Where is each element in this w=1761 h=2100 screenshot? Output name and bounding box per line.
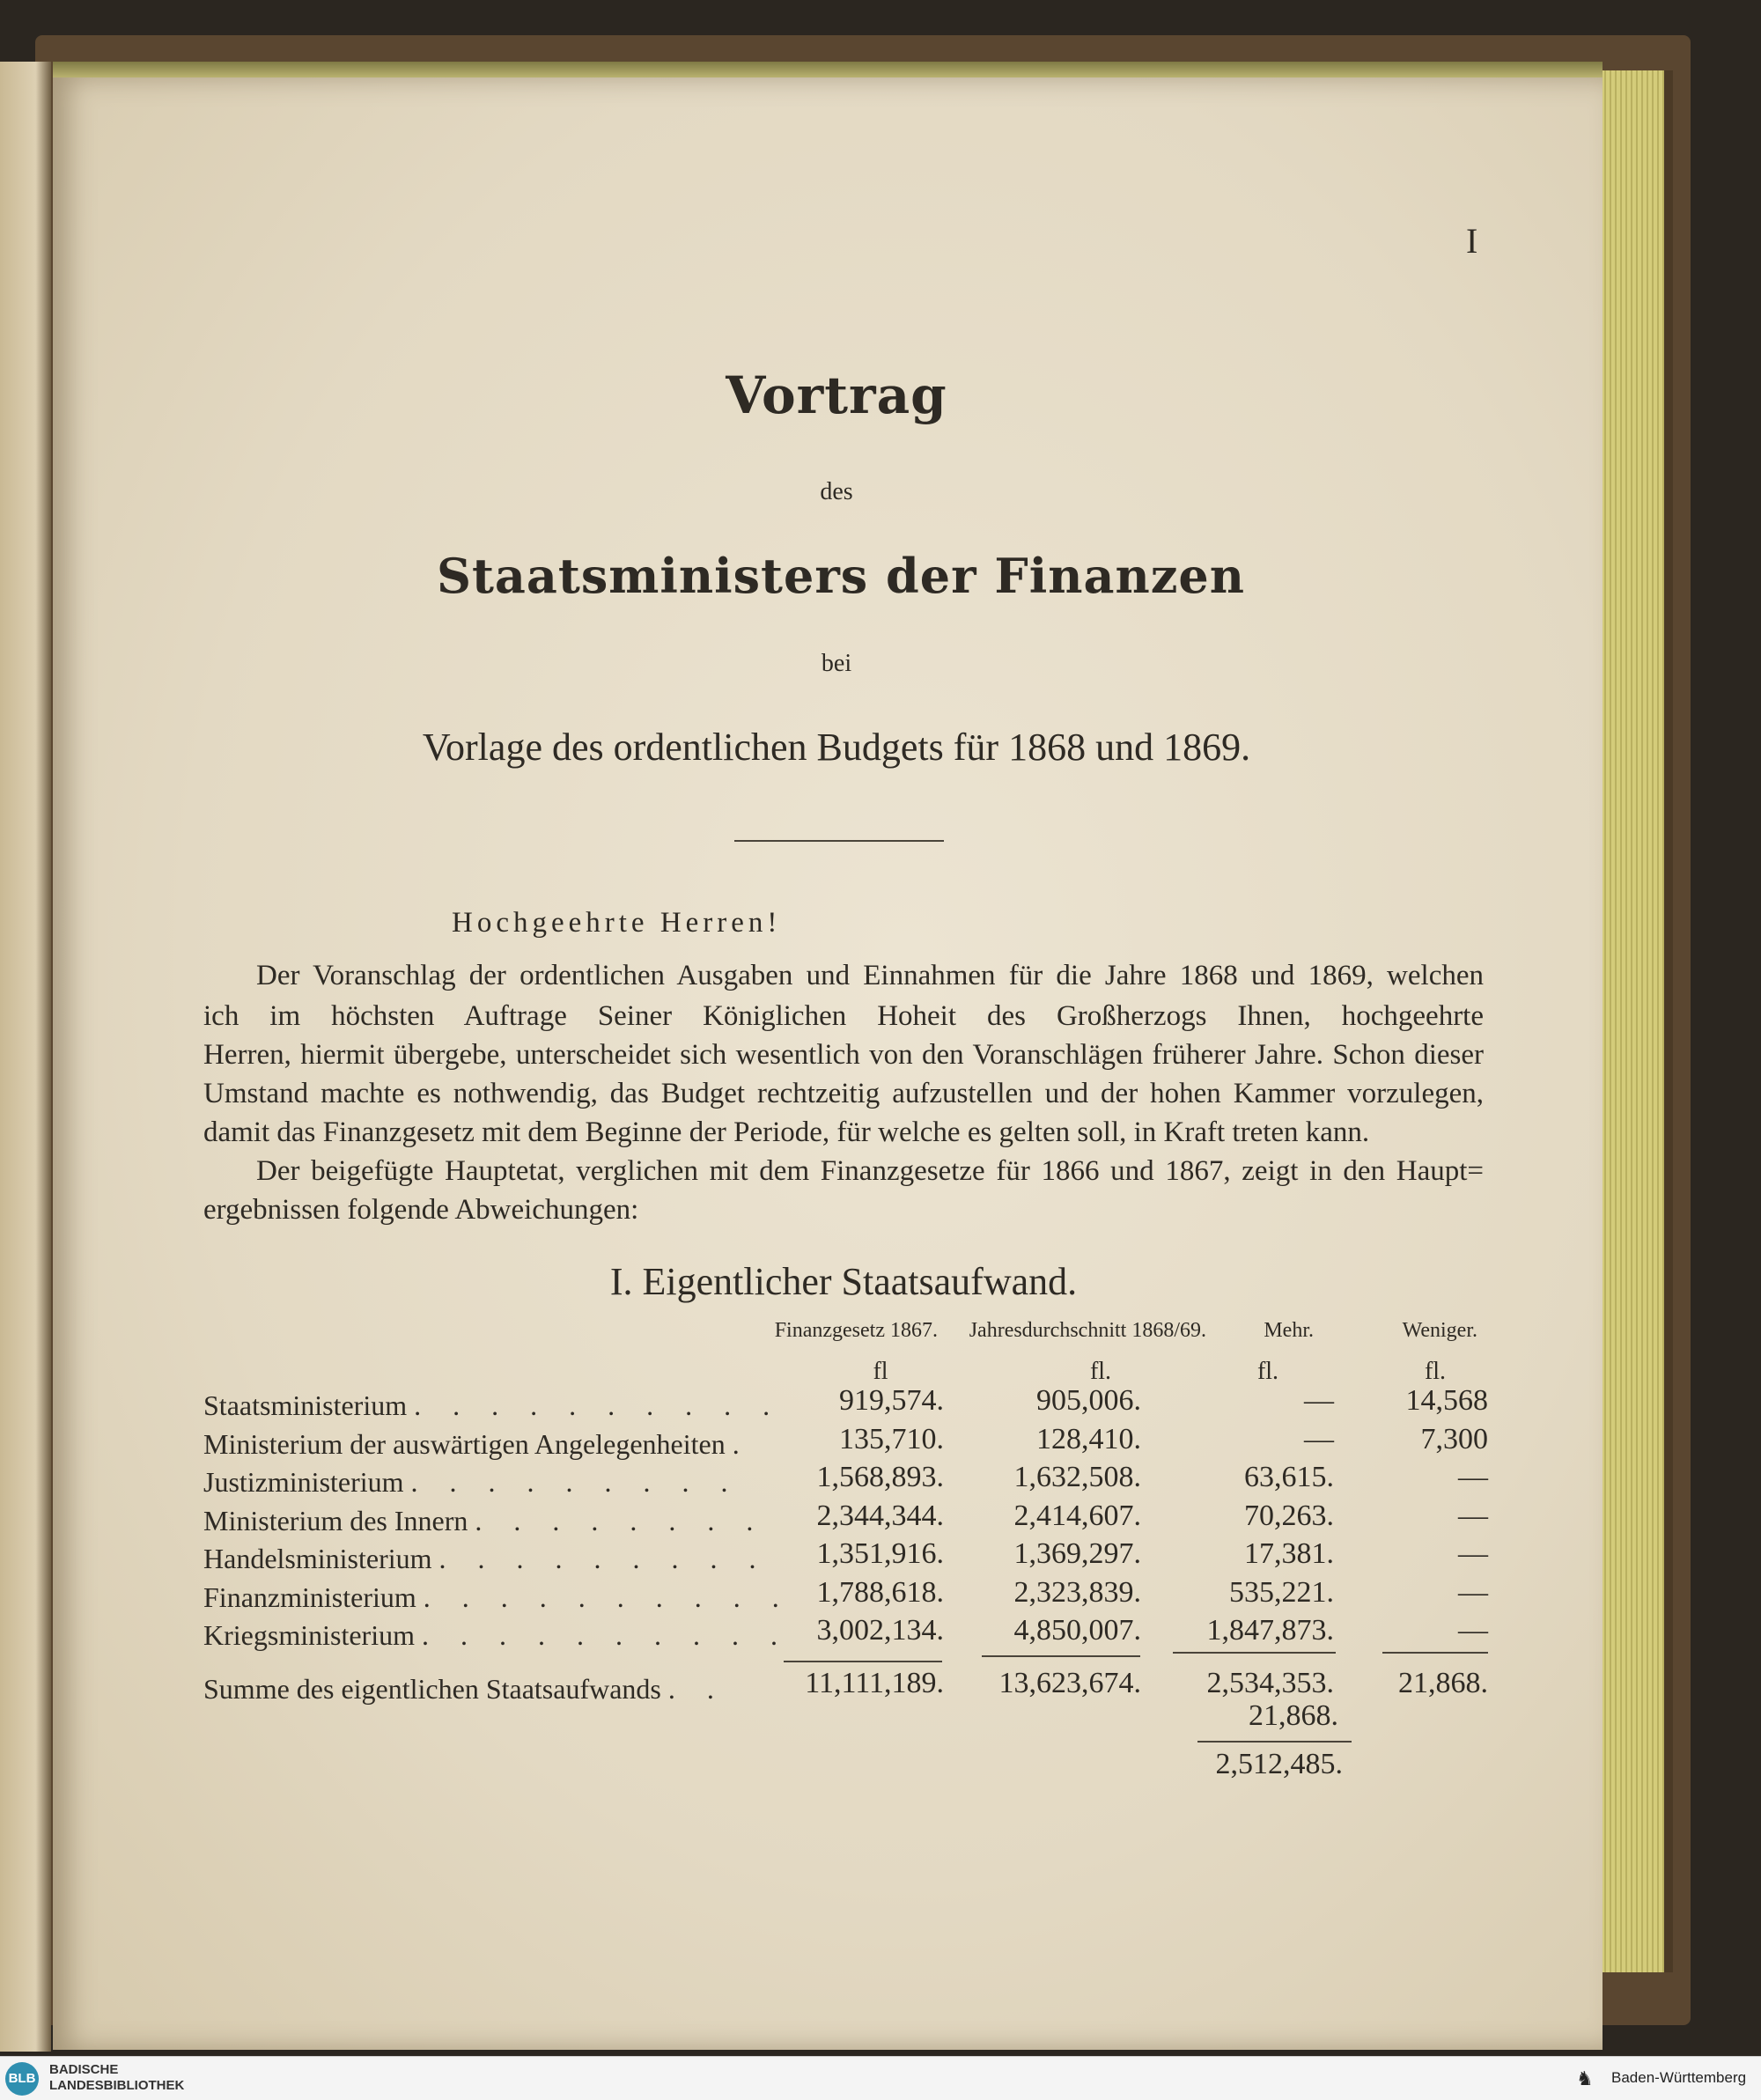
blb-logo: BLB [5,2062,39,2096]
row-value: 535,221. [1229,1575,1334,1609]
unit: fl. [1089,1358,1112,1385]
sum-value: 11,111,189. [805,1667,944,1699]
header-weniger: Weniger. [1402,1319,1477,1342]
row-value: 1,369,297. [1013,1537,1141,1570]
unit: fl. [1424,1358,1447,1385]
unit: fl [873,1358,888,1385]
row-value: — [1304,1422,1334,1455]
row-value: 70,263. [1244,1499,1334,1532]
row-value: 1,632,508. [1013,1461,1141,1493]
row-value: 2,414,607. [1013,1499,1141,1532]
header-jahresdurchschnitt: Jahresdurchschnitt 1868/69. [969,1319,1206,1342]
section-heading: I. Eigentlicher Staatsaufwand. [609,1260,1078,1303]
salutation: Hochgeehrte Herren! [452,907,782,939]
paragraph1-line: Umstand machte es nothwendig, das Budget rechtzeitig aufzustellen und der hohen Kammer vorzulegen, [203,1078,1484,1109]
row-value: — [1458,1499,1488,1532]
sum-label: Summe des eigentlichen Staatsaufwands . . [203,1673,726,1705]
title-des: des [820,478,853,505]
paragraph2-line: ergebnissen folgende Abweichungen: [203,1194,639,1226]
row-value: — [1458,1461,1488,1493]
row-label: Ministerium der auswärtigen Angelegenheiten . [203,1427,752,1460]
row-label: Ministerium des Innern . . . . . . . . [203,1504,766,1536]
paragraph1-line: Herren, hiermit übergebe, unterscheidet sich wesentlich von den Voranschlägen früherer Jahre. Schon dieser [203,1039,1484,1071]
row-value: — [1304,1384,1334,1417]
row-label: Kriegsministerium . . . . . . . . . . [203,1619,790,1651]
row-value: 135,710. [839,1422,944,1455]
subtitle: Staatsministers der Finanzen [436,548,1246,604]
net-total: 2,512,485. [1215,1748,1343,1780]
unit: fl. [1256,1358,1279,1385]
row-label: Handelsministerium . . . . . . . . . [203,1543,769,1574]
left-page-edge [0,62,51,2052]
footer-bar [0,2056,1761,2100]
title: Vortrag [726,365,947,425]
paragraph1-line: Der Voranschlag der ordentlichen Ausgaben und Einnahmen für die Jahre 1868 und 1869, welchen [256,960,1484,991]
row-value: 7,300 [1420,1422,1488,1455]
state-name: Baden-Württemberg [1611,2069,1747,2086]
paragraph1-line: ich im höchsten Auftrage Seiner Königlichen Hoheit des Großherzogs Ihnen, hochgeehrte [203,1000,1484,1032]
occasion: Vorlage des ordentlichen Budgets für 1868 und 1869. [422,726,1251,769]
page-number: I [1466,221,1478,261]
sum-value: 21,868. [1398,1667,1488,1699]
net-rule [1197,1741,1352,1743]
row-label: Justizministerium . . . . . . . . . [203,1466,741,1498]
row-value: 1,847,873. [1206,1614,1334,1647]
row-value: 1,788,618. [816,1575,944,1609]
sum-rule [1382,1652,1488,1654]
sum-value: 13,623,674. [998,1667,1141,1699]
row-value: 3,002,134. [816,1614,944,1647]
sum-rule [784,1661,942,1662]
row-label: Staatsministerium . . . . . . . . . . [203,1389,783,1421]
sum-rule [982,1655,1140,1657]
row-value: 905,006. [1036,1384,1141,1417]
row-value: 4,850,007. [1013,1614,1141,1647]
library-name-line1: BADISCHE [49,2062,119,2077]
less-weniger: 21,868. [1249,1699,1338,1732]
row-value: 14,568 [1405,1384,1488,1417]
library-name-line2: LANDESBIBLIOTHEK [49,2078,185,2093]
sum-rule [1173,1652,1336,1654]
row-value: 2,323,839. [1013,1575,1141,1609]
sum-value: 2,534,353. [1206,1667,1334,1699]
title-bei: bei [821,650,852,677]
row-value: 1,351,916. [816,1537,944,1570]
row-value: 63,615. [1244,1461,1334,1493]
title-rule [734,840,944,842]
row-value: 1,568,893. [816,1461,944,1493]
row-label: Finanzministerium . . . . . . . . . . [203,1581,792,1613]
coat-of-arms-icon: ♞ [1576,2067,1594,2089]
paragraph2-line: Der beigefügte Hauptetat, verglichen mit dem Finanzgesetze für 1866 und 1867, zeigt in den Haupt= [256,1155,1484,1187]
row-value: — [1458,1575,1488,1609]
row-value: 919,574. [839,1384,944,1417]
row-value: — [1458,1537,1488,1570]
paragraph1-line: damit das Finanzgesetz mit dem Beginne der Periode, für welche es gelten soll, in Kraft treten kann. [203,1116,1370,1148]
row-value: 128,410. [1036,1422,1141,1455]
row-value: — [1458,1614,1488,1647]
row-value: 17,381. [1244,1537,1334,1570]
header-finanzgesetz: Finanzgesetz 1867. [774,1319,938,1342]
header-mehr: Mehr. [1264,1319,1314,1342]
row-value: 2,344,344. [816,1499,944,1532]
